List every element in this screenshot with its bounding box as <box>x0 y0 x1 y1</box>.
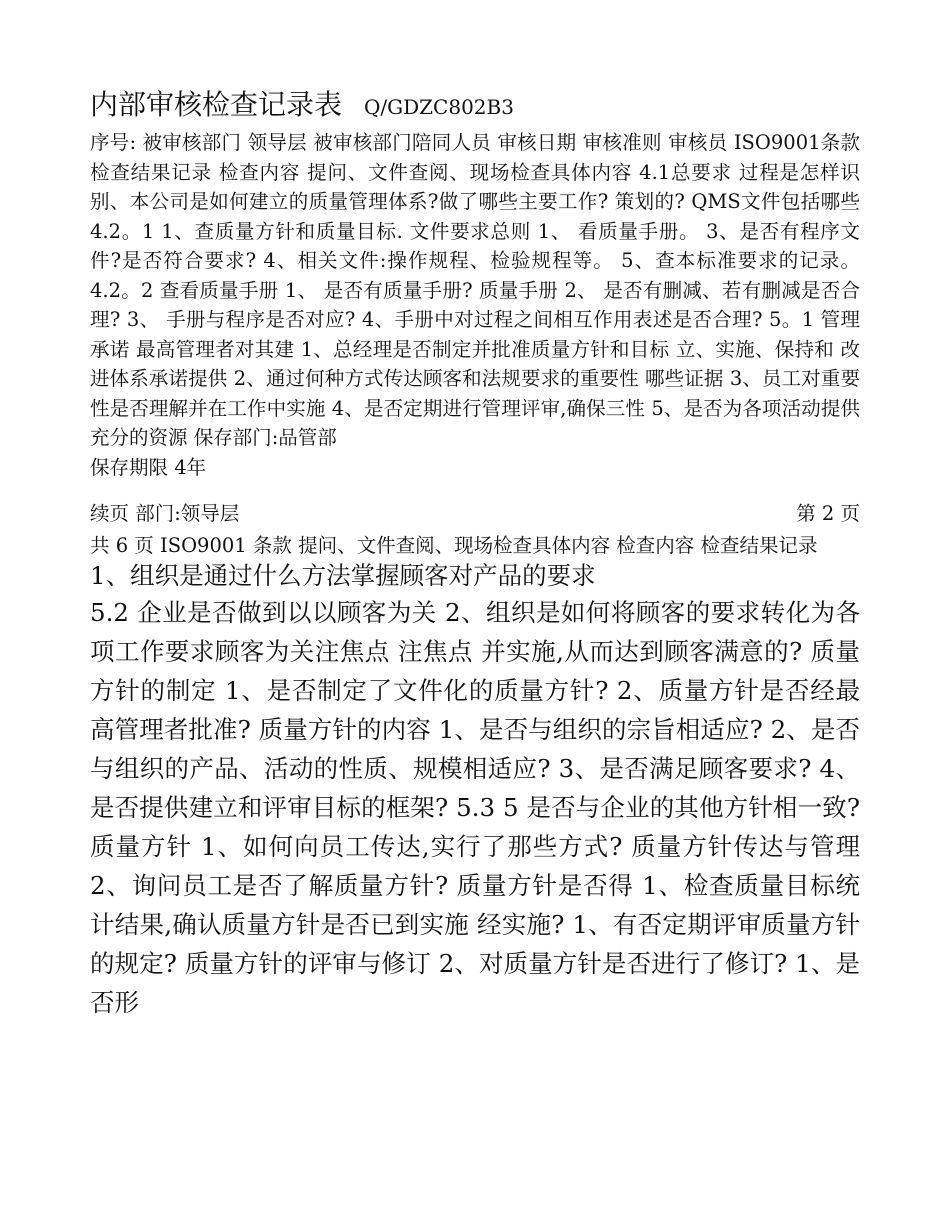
audit-checklist-section-1: 序号: 被审核部门 领导层 被审核部门陪同人员 审核日期 审核准则 审核员 ISO9001条款 检查结果记录 检查内容 提问、文件查阅、现场检查具体内容 4.1总要求 过程是怎样识别、本公司是如何建立的质量管理体系?做了哪些主要工作? 策划的? QMS文件包括哪些 4.2。1 1、查质量方针和质量目标. 文件要求总则 1、 看质量手册。 3、是否有程序文件?是否符合要求? 4、相关文件:操作规程、检验规程等。 5、查本标准要求的记录。 4.2。2 查看质量手册 1、 是否有质量手册? 质量手册 2、 是否有删减、若有删减是否合理? 3、 手册与程序是否对应? 4、手册中对过程之间相互作用表述是否合理? 5。1 管理承诺 最高管理者对其建 1、总经理是否制定并批准质量方针和目标 立、实施、保持和 改进体系承诺提供 2、通过何种方式传达顾客和法规要求的重要性 哪些证据 3、员工对重要性是否理解并在工作中实施 4、是否定期进行管理评审,确保三性 5、是否为各项活动提供充分的资源 保存部门:品管部 <box>90 131 860 449</box>
section-gap <box>90 483 860 499</box>
document-page <box>90 84 860 1022</box>
continuation-department: 续页 部门:领导层 <box>90 501 240 525</box>
retention-period: 保存期限 4年 <box>90 455 207 479</box>
section-2-first-question: 1、组织是通过什么方法掌握顾客对产品的要求 <box>90 560 596 590</box>
document-title-line <box>90 84 860 128</box>
document-code: Q/GDZC802B3 <box>364 95 514 119</box>
audit-checklist-section-3: 5.2 企业是否做到以以顾客为关 2、组织是如何将顾客的要求转化为各项工作要求顾客为关注焦点 注焦点 并实施,从而达到顾客满意的? 质量方针的制定 1、是否制定了文件化的质量方针? 2、质量方针是否经最高管理者批准? 质量方针的内容 1、是否与组织的宗旨相适应? 2、是否与组织的产品、活动的性质、规模相适应? 3、是否满足顾客要求? 4、是否提供建立和评审目标的框架? 5.3 5 是否与企业的其他方针相一致? 质量方针 1、如何向员工传达,实行了那些方式? 质量方针传达与管理 2、询问员工是否了解质量方针? 质量方针是否得 1、检查质量目标统计结果,确认质量方针是否已到实施 经实施? 1、有否定期评审质量方针的规定? 质量方针的评审与修订 2、对质量方针是否进行了修订? 1、是否形 <box>90 597 860 1017</box>
page-number: 第 2 页 <box>796 501 860 525</box>
audit-checklist-section-2 <box>90 529 860 593</box>
continuation-header <box>90 499 860 529</box>
document-title: 内部审核检查记录表 <box>90 88 343 121</box>
section-2-header-text: 共 6 页 ISO9001 条款 提问、文件查阅、现场检查具体内容 检查内容 检查结果记录 <box>90 533 818 557</box>
